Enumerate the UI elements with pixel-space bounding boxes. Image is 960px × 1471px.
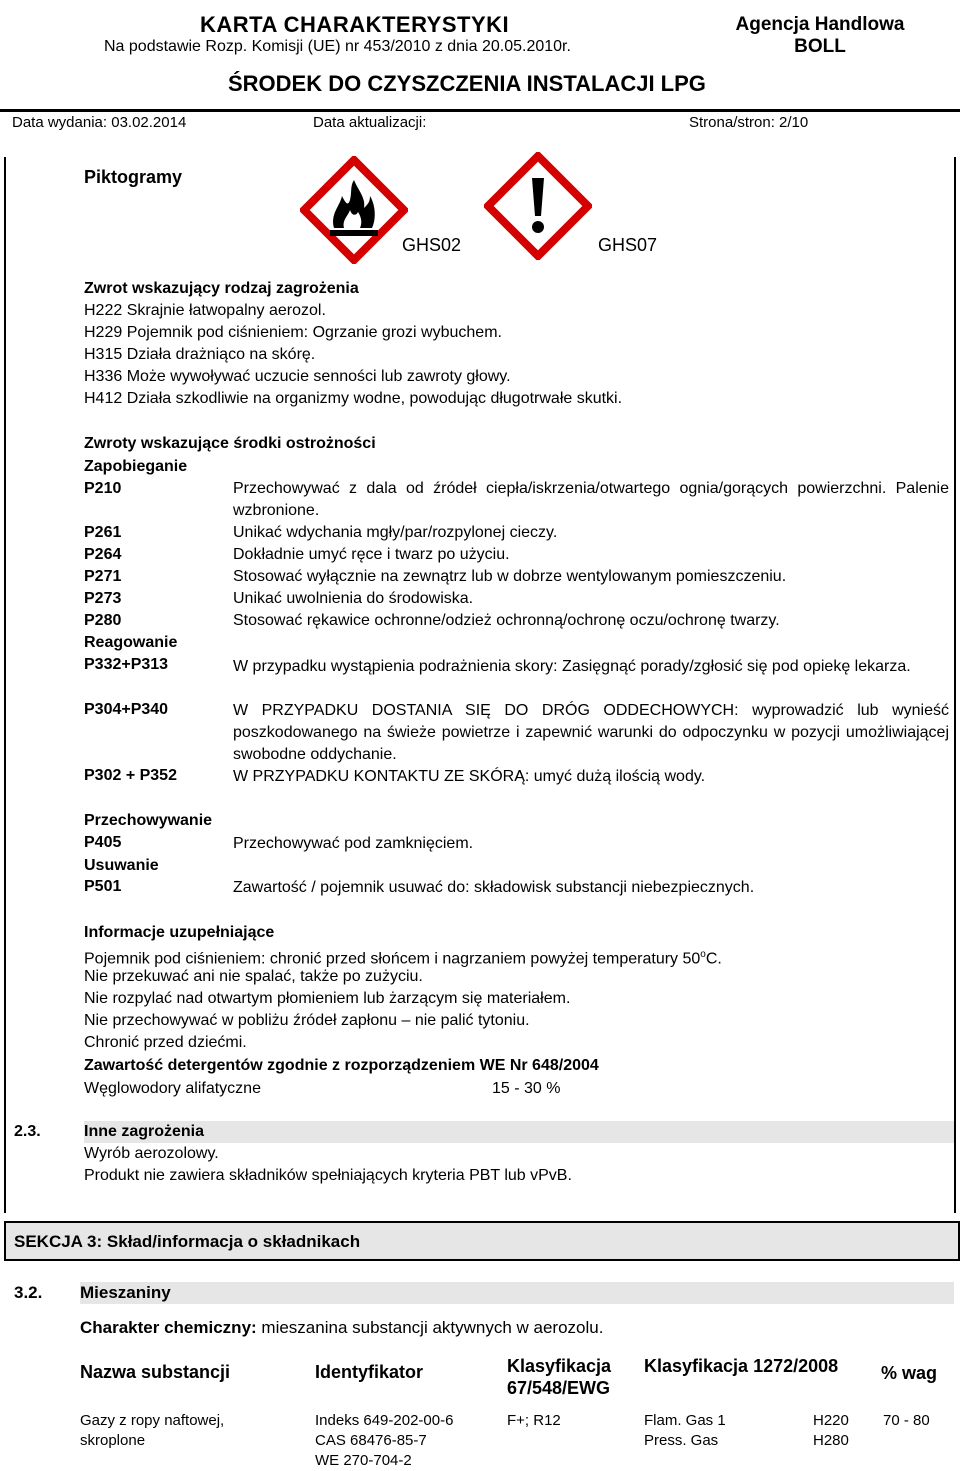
col-header-class-old-1: Klasyfikacja: [507, 1356, 612, 1376]
cell-class-new-line: Press. Gas: [644, 1432, 719, 1449]
cell-identifier-line: CAS 68476-85-7: [315, 1432, 427, 1449]
p-code: P501: [84, 878, 122, 895]
section-3-title: SEKCJA 3: Skład/informacja o składnikach: [14, 1232, 361, 1251]
col-header-weight: % wag: [881, 1363, 938, 1383]
cell-class-new-hcode: [813, 1411, 849, 1451]
hazard-title: Zwrot wskazujący rodzaj zagrożenia: [84, 280, 359, 297]
page-number: Strona/stron: 2/10: [689, 114, 809, 131]
cell-name-line: Gazy z ropy naftowej,: [80, 1412, 225, 1429]
subsection-shade: [84, 1121, 954, 1143]
subsection-number: 2.3.: [14, 1123, 41, 1140]
hazard-line: H336 Może wywoływać uczucie senności lub zawroty głowy.: [84, 368, 511, 385]
regulation-text: Na podstawie Rozp. Komisji (UE) nr 453/2010 z dnia 20.05.2010r.: [104, 38, 571, 55]
col-header-class-old: [507, 1355, 611, 1399]
chemical-character-value: mieszanina substancji aktywnych w aerozolu.: [256, 1318, 604, 1337]
product-name: ŚRODEK DO CZYSZCZENIA INSTALACJI LPG: [228, 71, 706, 96]
response-label: Reagowanie: [84, 634, 178, 651]
flame-icon: [300, 156, 408, 264]
subsection-title: Inne zagrożenia: [84, 1123, 205, 1140]
p-text: Zawartość / pojemnik usuwać do: składowisk substancji niebezpiecznych.: [233, 879, 755, 896]
cell-class-old: F+; R12: [507, 1412, 561, 1429]
p-code: P302 + P352: [84, 767, 177, 784]
other-hazard-line: Produkt nie zawiera składników spełniających kryteria PBT lub vPvB.: [84, 1167, 572, 1184]
p-code: P273: [84, 590, 122, 607]
p-code: P304+P340: [84, 701, 169, 718]
cell-name-line: skroplone: [80, 1432, 146, 1449]
p-text: Stosować rękawice ochronne/odzież ochronną/ochronę oczu/ochronę twarzy.: [233, 612, 780, 629]
supplementary-line-end: C.: [705, 950, 722, 968]
p-code: P280: [84, 612, 122, 629]
subsection-number: 3.2.: [14, 1283, 43, 1302]
subsection-shade: [80, 1282, 954, 1304]
exclamation-icon: [484, 152, 592, 260]
cell-name: [80, 1411, 224, 1451]
section-3-header: [4, 1221, 960, 1261]
precaution-title: Zwroty wskazujące środki ostrożności: [84, 435, 376, 452]
cell-hcode-line: H220: [813, 1412, 849, 1429]
col-header-name: Nazwa substancji: [80, 1362, 231, 1382]
issue-date: Data wydania: 03.02.2014: [12, 114, 187, 131]
detergent-name: Węglowodory alifatyczne: [84, 1080, 261, 1097]
detergents-title: Zawartość detergentów zgodnie z rozporządzeniem WE Nr 648/2004: [84, 1057, 599, 1074]
right-border: [954, 157, 956, 1213]
document-title: KARTA CHARAKTERYSTYKI: [200, 12, 510, 37]
cell-class-new-line: Flam. Gas 1: [644, 1412, 726, 1429]
col-header-class-old-2: 67/548/EWG: [507, 1378, 611, 1398]
storage-label: Przechowywanie: [84, 812, 213, 829]
supplementary-line: Nie przekuwać ani nie spalać, także po zużyciu.: [84, 968, 423, 985]
hazard-line: H315 Działa drażniąco na skórę.: [84, 346, 316, 363]
date-bar: [0, 112, 960, 134]
p-code: P332+P313: [84, 656, 169, 673]
prevention-label: Zapobieganie: [84, 458, 188, 475]
p-code: P261: [84, 524, 122, 541]
update-date: Data aktualizacji:: [313, 114, 427, 131]
p-code: P271: [84, 568, 122, 585]
degree-sup: o: [700, 949, 706, 960]
p-code: P210: [84, 480, 122, 497]
detergent-value: 15 - 30 %: [492, 1080, 561, 1097]
cell-hcode-line: H280: [813, 1432, 849, 1449]
cell-class-new-category: [644, 1411, 726, 1451]
col-header-class-new: Klasyfikacja 1272/2008: [644, 1356, 839, 1376]
subsection-title: Mieszaniny: [80, 1283, 171, 1302]
supplementary-title: Informacje uzupełniające: [84, 924, 275, 941]
hazard-line: H222 Skrajnie łatwopalny aerozol.: [84, 302, 326, 319]
p-text: Przechowywać z dala od źródeł ciepła/iskrzenia/otwartego ognia/gorących powierzchni. Palenie wzbronione.: [233, 480, 949, 519]
p-text: W PRZYPADKU DOSTANIA SIĘ DO DRÓG ODDECHOWYCH: wyprowadzić lub wynieść poszkodowanego na świeże powietrze i zapewnić warunki do odpoczynku w pozycji umożliwiającej swobodne oddychanie.: [233, 702, 949, 763]
supplementary-line-main: Pojemnik pod ciśnieniem: chronić przed słońcem i nagrzaniem powyżej temperatury 50: [84, 950, 701, 968]
pictograms-label: Piktogramy: [84, 167, 183, 187]
p-text: Stosować wyłącznie na zewnątrz lub w dobrze wentylowanym pomieszczeniu.: [233, 568, 787, 585]
p-code: P405: [84, 834, 122, 851]
cell-weight: 70 - 80: [883, 1412, 930, 1429]
cell-identifier-line: Indeks 649-202-00-6: [315, 1412, 454, 1429]
disposal-label: Usuwanie: [84, 857, 159, 874]
supplementary-line: Nie rozpylać nad otwartym płomieniem lub żarzącym się materiałem.: [84, 990, 571, 1007]
p-code: P264: [84, 546, 122, 563]
p-text: Dokładnie umyć ręce i twarz po użyciu.: [233, 546, 510, 563]
p-text: Przechowywać pod zamknięciem.: [233, 835, 474, 852]
ghs02-label: GHS02: [402, 235, 462, 255]
supplementary-line: Chronić przed dziećmi.: [84, 1034, 247, 1051]
p-text: Unikać wdychania mgły/par/rozpylonej cieczy.: [233, 524, 558, 541]
p-text: Unikać uwolnienia do środowiska.: [233, 590, 474, 607]
cell-identifier-line: WE 270-704-2: [315, 1452, 412, 1469]
agency-line-1: Agencja Handlowa: [735, 14, 905, 35]
p-text: W przypadku wystąpienia podrażnienia skory: Zasięgnąć porady/zgłosić się pod opiekę lekarza.: [233, 658, 911, 675]
chemical-character: [80, 1317, 603, 1339]
cell-identifier: [315, 1411, 453, 1471]
hazard-line: H229 Pojemnik pod ciśnieniem: Ogrzanie grozi wybuchem.: [84, 324, 502, 341]
supplementary-line: Nie przechowywać w pobliżu źródeł zapłonu – nie palić tytoniu.: [84, 1012, 530, 1029]
agency-name: [720, 14, 920, 58]
other-hazard-line: Wyrób aerozolowy.: [84, 1145, 219, 1162]
p-text: W PRZYPADKU KONTAKTU ZE SKÓRĄ: umyć dużą ilością wody.: [233, 768, 706, 785]
chemical-character-label: Charakter chemiczny:: [80, 1318, 257, 1337]
col-header-identifier: Identyfikator: [315, 1362, 424, 1382]
agency-line-2: BOLL: [794, 36, 846, 57]
left-border: [4, 157, 6, 1213]
hazard-line: H412 Działa szkodliwie na organizmy wodne, powodując długotrwałe skutki.: [84, 390, 623, 407]
ghs07-label: GHS07: [598, 235, 658, 255]
